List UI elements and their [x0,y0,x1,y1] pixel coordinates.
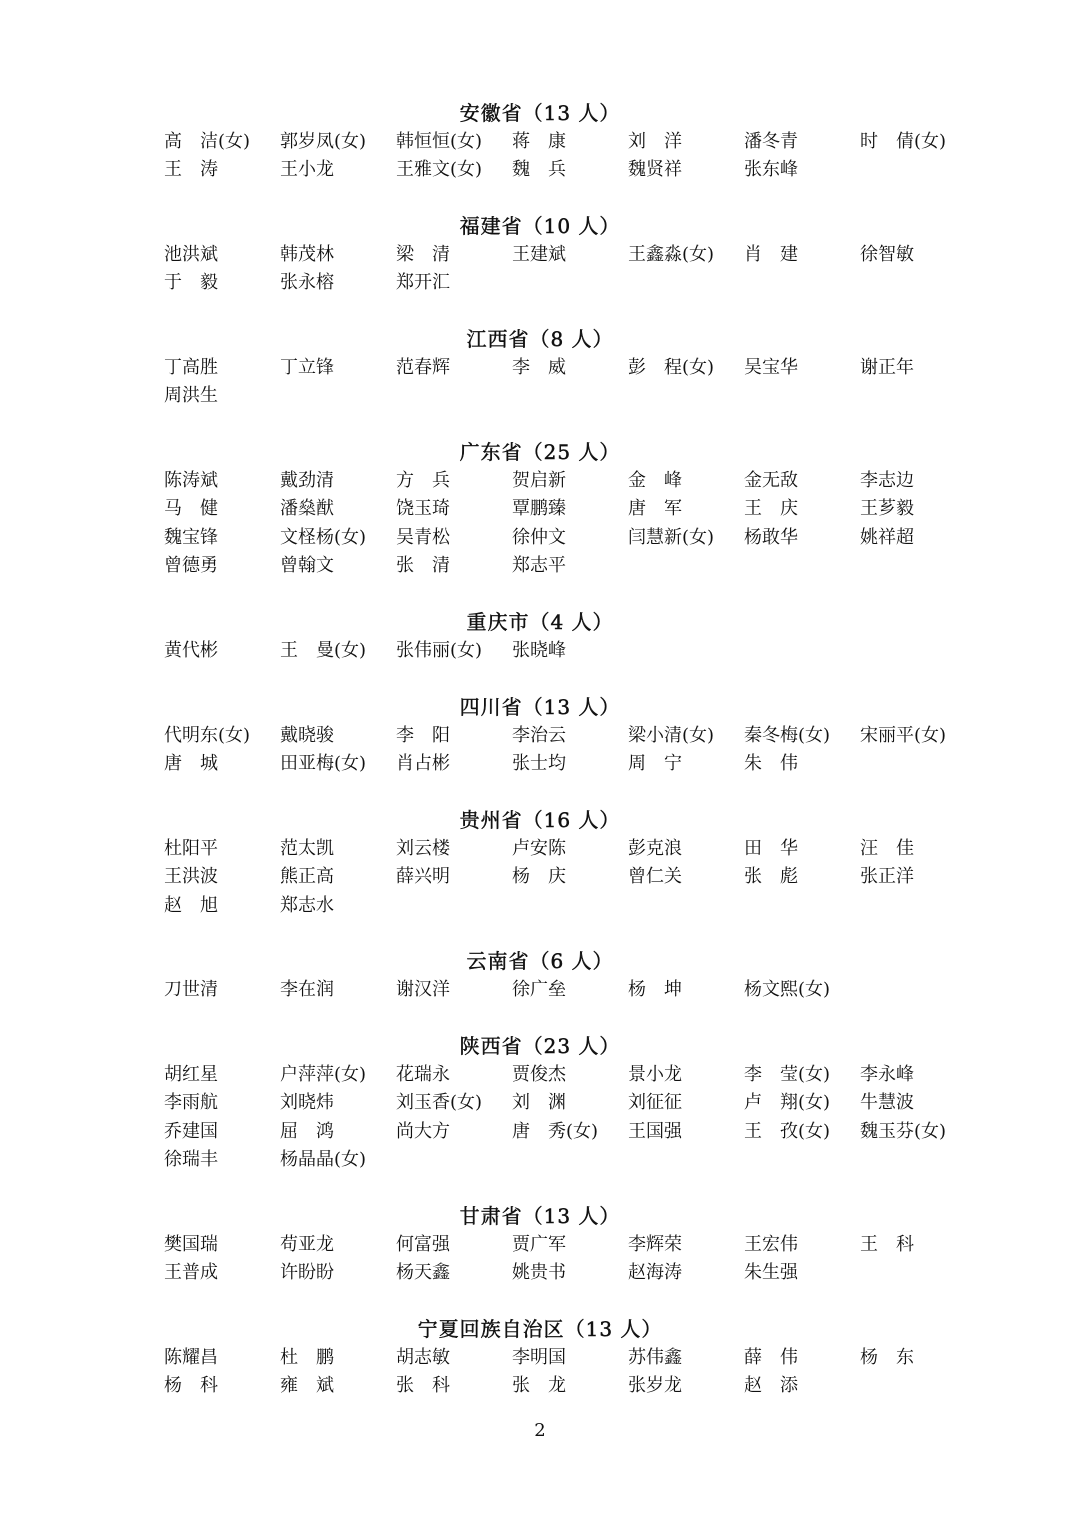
person-name: 彭 程(女) [628,357,715,378]
person-name: 薛兴明 [396,866,450,888]
person-name: 张 清 [396,554,450,576]
person-name: 周洪生 [164,385,218,407]
person-name: 张永榕 [280,272,334,294]
person-name: 唐 军 [628,498,682,520]
person-name: 张士均 [512,753,566,775]
person-name: 田亚梅(女) [280,753,367,775]
person-name: 刀世清 [164,979,218,1000]
person-name: 王 曼(女) [280,640,367,661]
person-name: 范太凯 [280,838,334,859]
person-name: 秦冬梅(女) [744,725,831,746]
person-name: 梁小清(女) [628,725,715,746]
person-name: 刘征征 [628,1092,682,1114]
person-name: 王 孜(女) [744,1120,831,1142]
person-name: 闫慧新(女) [628,526,715,548]
person-name: 姚贵书 [512,1262,566,1284]
person-name: 贾俊杰 [512,1064,566,1085]
person-name: 尚大方 [396,1120,450,1142]
person-name: 高 洁(女) [164,131,251,152]
section-title: 安徽省（13 人） [459,101,621,125]
person-name: 唐 城 [164,753,218,775]
section-title: 甘肃省（13 人） [459,1204,621,1228]
person-name: 汪 佳 [860,838,914,859]
person-name: 卢安陈 [512,838,566,859]
person-name: 曾德勇 [164,554,218,576]
person-name: 张晓峰 [512,640,566,661]
person-name: 时 倩(女) [860,131,947,152]
section-title: 云南省（6 人） [466,949,614,973]
person-name: 郑开汇 [396,272,450,294]
person-name: 熊正高 [280,866,334,888]
section-title: 福建省（10 人） [459,214,621,238]
person-name: 杨 庆 [512,866,566,888]
person-name: 范春辉 [396,357,450,378]
person-name: 彭克浪 [628,838,682,859]
person-name: 姚祥超 [860,526,914,548]
person-name: 苟亚龙 [280,1234,334,1255]
person-name: 杨敢华 [744,526,798,548]
person-name: 贺启新 [512,470,566,491]
person-name: 魏贤祥 [628,159,682,181]
person-name: 赵 旭 [164,894,218,916]
person-name: 卢 翔(女) [744,1092,831,1114]
person-name: 田 华 [744,838,798,859]
section-title: 贵州省（16 人） [459,808,621,832]
person-name: 吴青松 [396,526,450,548]
person-name: 刘 洋 [628,131,682,152]
person-name: 王 庆 [744,498,798,520]
person-name: 文柽杨(女) [280,526,367,548]
person-name: 肖 建 [744,244,798,265]
person-name: 谢正年 [860,357,914,378]
person-name: 金无敌 [744,470,798,491]
person-name: 金 峰 [628,470,682,491]
person-name: 梁 清 [396,244,450,265]
person-name: 杜 鹏 [280,1347,334,1368]
person-name: 刘晓炜 [280,1092,334,1114]
person-name: 杨晶晶(女) [280,1148,367,1170]
person-name: 户萍萍(女) [280,1064,367,1085]
person-name: 胡志敏 [396,1347,450,1368]
person-name: 杨 坤 [628,979,682,1000]
person-name: 王洪波 [164,866,218,888]
person-name: 宋丽平(女) [860,725,947,746]
person-name: 花瑞永 [396,1064,450,1085]
page-number: 2 [534,1420,546,1441]
person-name: 杜阳平 [164,838,218,859]
person-name: 周 宁 [628,753,682,775]
person-name: 李明国 [512,1347,566,1368]
person-name: 陈涛斌 [164,470,218,491]
person-name: 张正洋 [860,866,914,888]
person-name: 代明东(女) [164,725,251,746]
person-name: 曾翰文 [280,554,334,576]
person-name: 韩茂林 [280,244,334,265]
person-name: 郑志平 [512,554,566,576]
person-name: 王建斌 [512,244,566,265]
person-name: 杨天鑫 [396,1262,450,1284]
person-name: 潘燊猷 [280,498,334,520]
person-name: 赵海涛 [628,1262,682,1284]
person-name: 郑志水 [280,894,334,916]
person-name: 樊国瑞 [164,1234,218,1255]
person-name: 郭岁凤(女) [280,131,367,152]
person-name: 刘 渊 [512,1092,566,1114]
person-name: 曾仁关 [628,866,682,888]
person-name: 苏伟鑫 [628,1347,682,1368]
person-name: 戴晓骏 [280,725,334,746]
person-name: 朱 伟 [744,753,798,775]
person-name: 张 龙 [512,1375,566,1397]
person-name: 李 威 [512,357,566,378]
person-name: 潘冬青 [744,131,798,152]
person-name: 肖占彬 [396,753,450,775]
person-name: 徐广垒 [512,979,566,1000]
person-name: 王小龙 [280,159,334,181]
person-name: 张东峰 [744,159,798,181]
person-name: 李 阳 [396,725,450,746]
person-name: 徐仲文 [512,526,566,548]
person-name: 赵 添 [744,1375,798,1397]
person-name: 许盼盼 [280,1262,334,1284]
person-name: 贾广军 [512,1234,566,1255]
person-name: 雍 斌 [280,1375,334,1397]
person-name: 于 毅 [164,272,218,294]
person-name: 饶玉琦 [396,498,450,520]
person-name: 马 健 [164,498,218,520]
person-name: 覃鹏臻 [512,498,566,520]
person-name: 丁立锋 [280,357,334,378]
person-name: 乔建国 [164,1120,218,1142]
person-name: 魏玉芬(女) [860,1120,947,1142]
person-name: 王普成 [164,1262,218,1284]
person-name: 徐瑞丰 [164,1148,218,1170]
person-name: 陈耀昌 [164,1347,218,1368]
person-name: 池洪斌 [164,244,218,265]
person-name: 李雨航 [164,1092,218,1114]
section-title: 广东省（25 人） [459,440,621,464]
person-name: 徐智敏 [860,244,914,265]
person-name: 王国强 [628,1120,682,1142]
person-name: 魏宝锋 [164,526,218,548]
section-title: 陕西省（23 人） [459,1034,621,1058]
person-name: 牛慧波 [860,1092,914,1114]
person-name: 戴劲清 [280,470,334,491]
person-name: 丁高胜 [164,357,218,378]
person-name: 王 涛 [164,159,218,181]
person-name: 蒋 康 [512,131,566,152]
person-name: 胡红星 [164,1064,218,1085]
section-title: 宁夏回族自治区（13 人） [417,1317,663,1341]
person-name: 王雅文(女) [396,159,483,181]
person-name: 韩恒恒(女) [396,131,483,152]
section-title: 江西省（8 人） [466,327,614,351]
person-name: 张岁龙 [628,1375,682,1397]
person-name: 刘玉香(女) [396,1092,483,1114]
person-name: 屈 鸿 [280,1120,334,1142]
person-name: 方 兵 [396,470,450,491]
person-name: 李辉荣 [628,1234,682,1255]
person-name: 刘云楼 [396,838,450,859]
person-name: 张 科 [396,1375,450,1397]
person-name: 魏 兵 [512,159,566,181]
person-name: 薛 伟 [744,1347,798,1368]
person-name: 朱生强 [744,1262,798,1284]
person-name: 黄代彬 [164,640,218,661]
person-name: 唐 秀(女) [512,1120,599,1142]
person-name: 王芗毅 [860,498,914,520]
person-name: 杨 科 [164,1375,218,1397]
person-name: 王宏伟 [744,1234,798,1255]
section-title: 四川省（13 人） [459,695,621,719]
person-name: 李治云 [512,725,566,746]
person-name: 吴宝华 [744,357,798,378]
person-name: 张伟丽(女) [396,640,483,661]
person-name: 王鑫淼(女) [628,244,715,265]
person-name: 张 彪 [744,866,798,888]
person-name: 杨 东 [860,1347,914,1368]
person-name: 景小龙 [628,1064,682,1085]
person-name: 谢汉洋 [396,979,450,1000]
person-name: 李志边 [860,470,914,491]
person-name: 李在润 [280,979,334,1000]
person-name: 杨文熙(女) [744,979,831,1000]
person-name: 王 科 [860,1234,914,1255]
person-name: 李 莹(女) [744,1064,831,1085]
person-name: 李永峰 [860,1064,914,1085]
person-name: 何富强 [396,1234,450,1255]
section-title: 重庆市（4 人） [466,610,614,634]
